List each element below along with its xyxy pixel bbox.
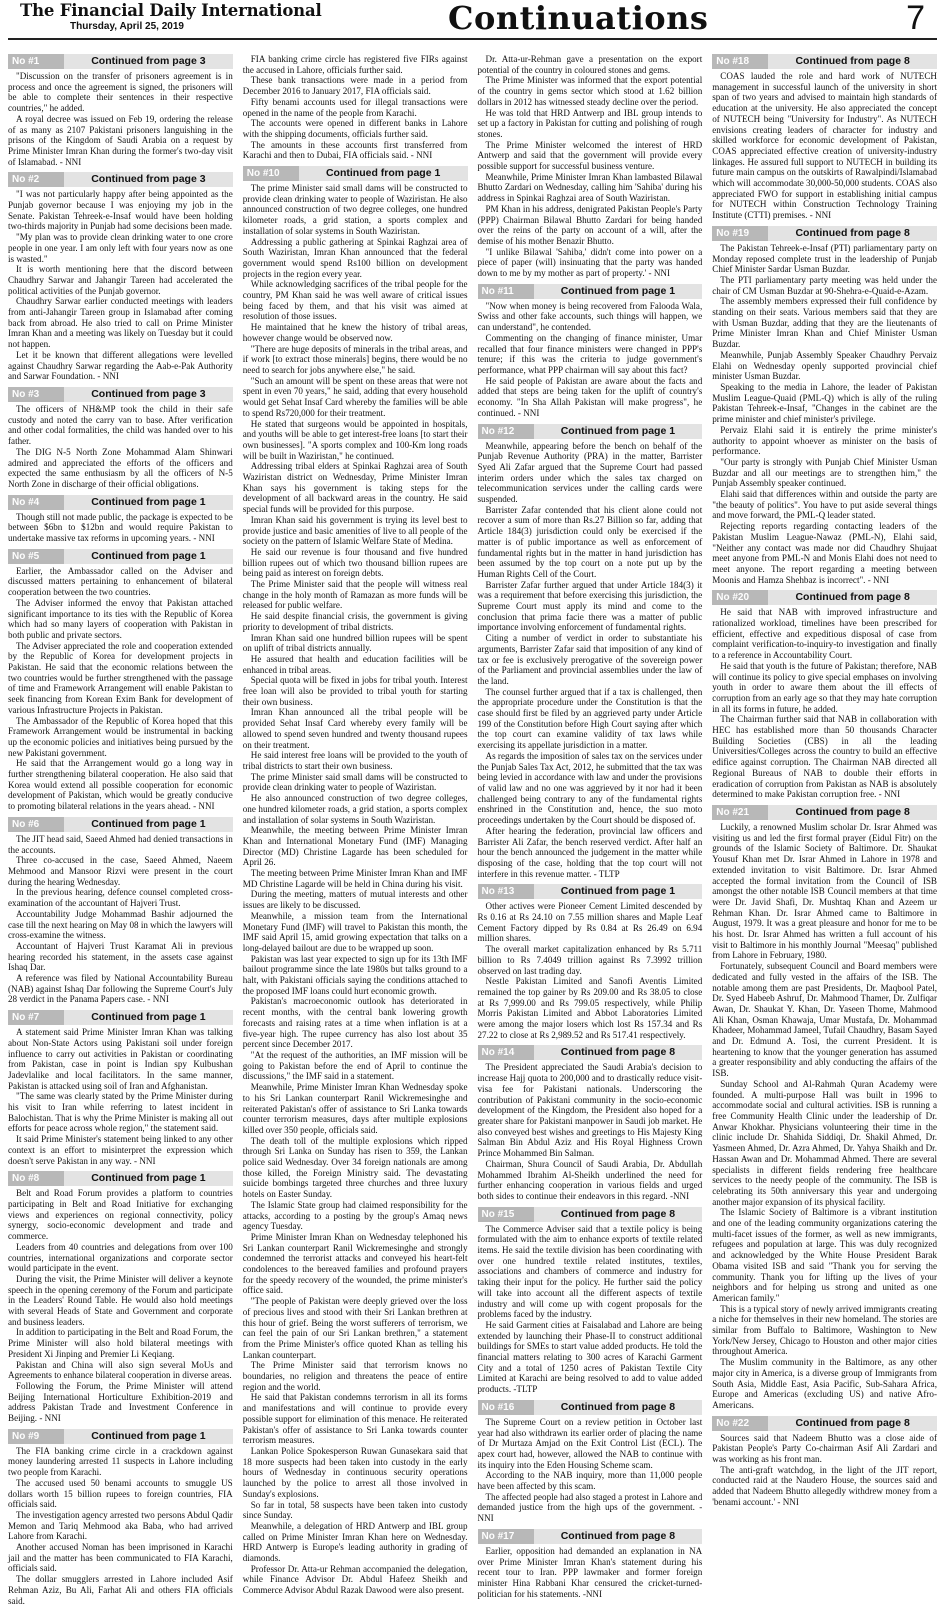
story-paragraph: The JIT head said, Saeed Ahmed had denied transactions in the accounts.: [8, 833, 233, 855]
story-paragraph: The Pakistan Tehreek-e-Insaf (PTI) parliamentary party on Monday reposed complete trust in the leadership of Punjab Chief Minister Sardar Usman Buzdar.: [712, 242, 937, 275]
continued-from-label: Continued from page 1: [64, 817, 233, 832]
story-paragraph: Imran Khan announced all the tribal people will be provided Sehat Insaf Card whereby every family will be allowed to spend seven hundred and twenty thousand rupees on their treatment.: [242, 707, 468, 750]
story-paragraph: "Our party is strongly with Punjab Chief Minister Usman Buzdar and all our meetings are to strengthen him," the Punjab Assembly speaker continued.: [712, 456, 937, 489]
column-4: [712, 54, 937, 1573]
story-header: [8, 495, 233, 510]
continued-from-label: Continued from page 3: [64, 172, 233, 187]
story-number-tag: No #21: [712, 805, 768, 820]
story-paragraph: It said Prime Minister's statement being linked to any other context is an effort to misinterpret the expression which doesn't serve Pakistan in any way. - NNI: [8, 1134, 233, 1166]
story: [8, 387, 233, 490]
story-number-tag: No #15: [478, 1207, 534, 1222]
story-header: [712, 1416, 937, 1431]
story-paragraph: He said our revenue is four thousand and five hundred billion rupees out of which two thousand billion rupees are being paid as interest on foreign debts.: [242, 546, 468, 579]
story-paragraph: He said interest free loans will be provided to the youth of tribal districts to start their own business.: [242, 750, 468, 771]
story-paragraph: Pervaiz Elahi said it is entirely the prime minister's authority to appoint whoever as minister on the basis of performance.: [712, 424, 937, 457]
story-header: [8, 817, 233, 832]
story-paragraph: According to the NAB inquiry, more than 11,000 people have been affected by this scam.: [477, 1470, 703, 1492]
continued-from-label: Continued from page 1: [534, 884, 703, 899]
story-paragraph: He was told that HRD Antwerp and IBL group intends to set up a factory in Pakistan for cutting and polishing of rough stones.: [477, 107, 703, 139]
continued-from-label: Continued from page 8: [768, 54, 937, 69]
continued-from-label: Continued from page 8: [768, 226, 937, 241]
story-paragraph: The prime Minister said small dams will be constructed to provide clean drinking water to people of Waziristan.: [242, 771, 468, 793]
story-number-tag: No #17: [478, 1529, 534, 1544]
story-paragraph: This is a typical story of newly arrived immigrants creating a niche for themselves in their new homeland. The stories are similar from Buffalo to Baltimore, Washington to New York/New Jersey, Chicago to Houston and other major cities throughout America.: [712, 1303, 937, 1357]
story-header: [478, 424, 703, 439]
story-header: [478, 884, 703, 899]
story-header: [712, 54, 937, 69]
story-paragraph: Citing a number of verdict in order to substantiate his arguments, Barrister Zafar said that imposition of any kind of tax or fee is exclusively prerogative of the sovereign power of the Parliament and provincial assemblies under the law of the land.: [477, 633, 703, 686]
story-paragraph: Earlier, the Ambassador called on the Adviser and discussed matters pertaining to enhancement of bilateral cooperation between the two countries.: [8, 565, 233, 598]
story-number-tag: No #4: [8, 495, 64, 510]
story-number-tag: No #7: [8, 1010, 64, 1025]
story-paragraph: He said that the Arrangement would go a long way in further strengthening bilateral cooperation. He also said that Korea would extend all possible cooperation for economic development of Pakistan, which would be greatly conducive to promoting bilateral relations in the years ahead. - NNI: [8, 758, 233, 812]
story-paragraph: Accountant of Hajveri Trust Karamat Ali in previous hearing recorded his statement, in the assets case against Ishaq Dar.: [8, 940, 233, 973]
story: [712, 226, 937, 586]
story-header: [8, 172, 233, 187]
story-paragraph: Meanwhile, a mission team from the International Monetary Fund (IMF) will travel to Pakistan this month, the IMF said April 15, amid growing expectation that talks on a long-delayed bailout are due to be wrapped up soon.: [242, 910, 468, 953]
story-number-tag: No #8: [8, 1171, 64, 1186]
column-3: [477, 54, 703, 1599]
story-paragraph: Meanwhile, appearing before the bench on behalf of the Punjab Revenue Authority (PRA) in the matter, Barrister Syed Ali Zafar argued that the Supreme Court had passed interim orders under which the sales tax charged on telecommunication services under the calling cards were suspended.: [477, 440, 703, 505]
story-paragraph: Let it be known that different allegations were levelled against Chaudhry Sarwar regarding the Aab-e-Pak Authority and Sarwar Foundation. - NNI: [8, 349, 233, 382]
story-paragraph: In the previous hearing, defence counsel completed cross-examination of the accountant of Hajveri Trust.: [8, 887, 233, 909]
story: [478, 884, 703, 1040]
story-paragraph: He maintained that he knew the history of tribal areas, however change would be observed now.: [242, 322, 468, 343]
story-paragraph: The affected people had also staged a protest in Lahore and demanded justice from the high ups of the government. - NNI: [477, 1491, 703, 1524]
section-title: Continuations: [448, 0, 709, 37]
story-paragraph: Meanwhile, the meeting between Prime Minister Imran Khan and International Monetary Fund (IMF) Managing Director (MD) Christine Lagarde has been scheduled for April 26.: [242, 825, 468, 868]
story-paragraph: The accused used 50 benami accounts to smuggle US dollars worth 15 billion rupees to foreign countries, FIA officials said.: [8, 1477, 233, 1510]
story-paragraph: Another accused Noman has been imprisoned in Karachi jail and the matter has been communicated to FIA Karachi, officials said.: [8, 1542, 233, 1574]
story: [243, 166, 468, 1596]
story: [712, 805, 937, 1411]
continued-from-label: Continued from page 1: [64, 1010, 233, 1025]
story-paragraph: The counsel further argued that if a tax is challenged, then the appropriate procedure under the Constitution is that the case should first be filed by an aggrieved party under Article 199 of the Constitution before High Court saying after which the top court can examine validity of tax laws while exercising its appellate jurisdiction in a matter.: [477, 686, 703, 751]
story-header: [712, 590, 937, 605]
story-number-tag: No #22: [712, 1416, 768, 1431]
story-paragraph: Elahi said that differences within and outside the party are "the beauty of politics". You have to put aside several things and move forward, the PML-Q leader stated.: [712, 489, 937, 521]
story-paragraph: A statement said Prime Minister Imran Khan was talking about Non-State Actors using Pakistani soil under foreign influence to carry out activities in Pakistan or coordinating from Pakistan, case in point is Indian spy Kulbushan Jadevlalike and local facilitators. In the same manner, Pakistan is attacked using soil of Iran and Afghanistan.: [8, 1027, 233, 1091]
story-paragraph: A reference was filed by National Accountability Bureau (NAB) against Ishaq Dar following the Supreme Court's July 28 verdict in the Panama Papers case. - NNI: [8, 973, 233, 1005]
continued-from-label: Continued from page 1: [64, 495, 233, 510]
story-paragraph: Earlier, opposition had demanded an explanation in NA over Prime Minister Imran Khan's statement during his recent tour to Iran. PPP lawmaker and former foreign minister Hina Rabbani Khar censured the cricket-turned-politician for his statements. -NNI: [477, 1545, 703, 1599]
continued-from-label: Continued from page 1: [64, 1429, 233, 1444]
continued-from-label: Continued from page 8: [534, 1207, 703, 1222]
story-header: [243, 166, 468, 181]
story-paragraph: He also announced construction of two degree colleges, one hundred kilometer roads, a grid station, a sports complex and installation of solar systems in South Waziristan.: [242, 793, 468, 825]
story-paragraph: Sources said that Nadeem Bhutto was a close aide of Pakistan People's Party Co-chairman Asif Ali Zardari and was working as his front man.: [712, 1432, 937, 1465]
continued-from-label: Continued from page 8: [534, 1045, 703, 1060]
story-header: [8, 1010, 233, 1025]
story-number-tag: No #16: [478, 1400, 534, 1415]
story-paragraph: "Discussion on the transfer of prisoners agreement is in process and once the agreement is signed, the prisoners will be able to complete their sentences in their respective countries," he added.: [8, 71, 233, 114]
issue-date: Thursday, April 25, 2019: [70, 21, 184, 32]
story-number-tag: No #18: [712, 54, 768, 69]
story-paragraph: It is worth mentioning here that the discord between Chaudhry Sarwar and Jahangir Tareen had accelerated the political activities of the Punjab governor.: [8, 264, 233, 296]
story-paragraph: Meanwhile, Prime Minister Imran Khan Wednesday spoke to his Sri Lankan counterpart Ranil Wickremesinghe and reiterated Pakistan's offer of assistance to Sri Lanka towards counter terrorism measures, days after multiple explosions killed over 350 people, officials said.: [242, 1082, 468, 1135]
story-paragraph: He assured that health and education facilities will be enhanced in tribal areas.: [242, 653, 468, 675]
column-2: [242, 54, 468, 1596]
continued-from-label: Continued from page 8: [768, 805, 937, 820]
story-paragraph: So far in total, 58 suspects have been taken into custody since Sunday.: [242, 1499, 468, 1521]
story: [712, 54, 937, 221]
story-paragraph: The investigation agency arrested two persons Abdul Qadir Memon and Tariq Mehmood aka Baba, who had arrived Lahore from Karachi.: [8, 1509, 233, 1542]
continued-from-label: Continued from page 1: [299, 166, 468, 181]
story-header: [8, 387, 233, 402]
story-number-tag: No #13: [478, 884, 534, 899]
story-paragraph: Speaking to the media in Lahore, the leader of Pakistan Muslim League-Quaid (PML-Q) which is ally of the ruling Pakistan Tehreek-e-Insaf, "Changes in the cabinet are the prime minister and chief minister's privilege.: [712, 381, 937, 425]
continued-from-label: Continued from page 8: [534, 1529, 703, 1544]
page-number: 7: [906, 0, 925, 37]
story: [8, 1429, 233, 1606]
story-paragraph: The Adviser appreciated the role and cooperation extended by the Republic of Korea for development projects in Pakistan. He said that the economic relations between the two countries would be further strengthened with the passage of time and Framework Arrangement will enable Pakistan to seek financing from Korean Exim Bank for development of various Infrastructure Projects in Pakistan.: [8, 640, 233, 715]
story-header: [712, 805, 937, 820]
story-paragraph: Dr. Atta-ur-Rehman gave a presentation on the export potential of the country in coloured stones and gems.: [477, 54, 703, 75]
story-paragraph: "My plan was to provide clean drinking water to one crore people in one year. I am only left with four years now as one is wasted.": [8, 232, 233, 264]
story-paragraph: Rejecting reports regarding contacting leaders of the Pakistan Muslim League-Nawaz (PML-N), Elahi said, "Neither any contact was made nor did Chaudhry Shujaat meet anyone from PML-N and Monis Elahi does not need to meet anyone. The report regarding a meeting between Moonis and Hamza Shehbaz is incorrect". - NNI: [712, 521, 937, 585]
story-paragraph: He said Garment cities at Faisalabad and Lahore are being extended by launching their Phase-II to construct additional buildings for SMEs to start value added products. He told the financial matters relating to 300 acres of Karachi Garment City and a total of 1250 acres of Pakistan Textile City Limited at Karachi are being resolved to add to value added products. -TLTP: [477, 1319, 703, 1395]
story: [478, 1400, 703, 1524]
story-paragraph: The Islamic State group had claimed responsibility for the attacks, according to a posting by the group's Amaq news agency Tuesday.: [242, 1199, 468, 1232]
story-paragraph: "At the request of the authorities, an IMF mission will be going to Pakistan before the end of April to continue the discussions," the IMF said in a statement.: [242, 1049, 468, 1082]
story-paragraph: Chairman, Shura Council of Saudi Arabia, Dr. Abdullah Mohammed Ibrahim Al-Sheikh underlined the need for further enhancing cooperation in various fields and urged both sides to continue their endeavors in this regard. -NNI: [477, 1158, 703, 1201]
story-number-tag: No #9: [8, 1429, 64, 1444]
story-paragraph: Addressing a public gathering at Spinkai Raghzai area of South Waziristan, Imran Khan announced that the federal government would spend Rs100 billion on development projects in the region every year.: [242, 236, 468, 279]
story-paragraph: Imran Khan said one hundred billion rupees will be spent on uplift of tribal districts annually.: [242, 632, 468, 654]
story-paragraph: Professor Dr. Atta-ur Rehman accompanied the delegation, while Finance Advisor Dr. Abdul Hafeez Sheikh and Commerce Advisor Abdul Razak Dawood were also present.: [242, 1563, 468, 1596]
story-paragraph: He said that Pakistan condemns terrorism in all its forms and manifestations and will continue to provide every possible support for elimination of this menace. He reiterated Pakistan's offer of assistance to Sri Lanka towards counter terrorism measures.: [242, 1392, 468, 1446]
continued-from-label: Continued from page 1: [534, 424, 703, 439]
story-paragraph: The prime Minister said small dams will be constructed to provide clean drinking water to people of Waziristan. He also announced construction of two degree colleges, one hundred kilometer roads, a grid station, a sports complex and installation of solar systems in South Waziristan.: [242, 183, 468, 236]
story-paragraph: The anti-graft watchdog, in the light of the JIT report, conducted raid at the Naudero House, the sources said and added that Nadeem Bhutto allegedly withdrew money from a 'benami account.' - NNI: [712, 1464, 937, 1507]
story-paragraph: Meanwhile, Punjab Assembly Speaker Chaudhry Pervaiz Elahi on Wednesday openly supported provincial chief minister Usman Buzdar.: [712, 349, 937, 382]
story-number-tag: No #10: [243, 166, 299, 181]
story-paragraph: Prime Minister Imran Khan on Wednesday telephoned his Sri Lankan counterpart Ranil Wickremesinghe and strongly condemned the terrorist attacks and conveyed his heart-felt condolences to the bereaved families and profound prayers for the speedy recovery of the wounded, the prime minister's office said.: [242, 1231, 468, 1296]
story-number-tag: No #6: [8, 817, 64, 832]
story-header: [478, 284, 703, 299]
story-paragraph: COAS lauded the role and hard work of NUTECH management in successful launch of the university in short span of two years and advised to maintain high standards of education at the university. He also appreciated the concept of NUTECH being "University for Industry". As NUTECH envisions creating leaders of character for industry and skilled workforce for economic development of Pakistan, COAS appreciated effective creation of university-industry linkages. He assured full support to NUTECH in building its future main campus on the outskirts of Rawalpindi/Islamabad which will accommodate 30,000-50,000 students. COAS also appreciated FWO for support in establishing initial campus for NUTECH within Construction Technology Training Institute (CTTI) premises. - NNI: [712, 71, 937, 221]
story: [478, 1045, 703, 1201]
story-paragraph: The Muslim community in the Baltimore, as any other major city in America, is a diverse group of Immigrants from South Asia, Middle East, Asia Pacific, Sub-Sahara Africa, Europe and Americas (excluding US) and native Afro-Americans.: [712, 1357, 937, 1410]
story: [478, 424, 703, 880]
continued-from-label: Continued from page 1: [64, 1171, 233, 1186]
story-paragraph: "I was not particularly happy after being appointed as the Punjab governor because I was enjoying my job in the Senate. Pakistan Tehreek-e-Insaf would have been holding two-thirds majority in Punjab had some decisions been made.: [8, 189, 233, 232]
story-paragraph: Belt and Road Forum provides a platform to countries participating in Belt and Road Initiative for exchanging views and experiences on regional connectivity, policy synergy, socio-economic development and trade and commerce.: [8, 1188, 233, 1242]
story-paragraph: The assembly members expressed their full confidence by standing on their seats. Various members said that they are with Usman Buzdar, adding that they are the lieutenants of Prime Minister Imran Khan and Chief Minister Usman Buzdar.: [712, 296, 937, 350]
continued-from-label: Continued from page 8: [534, 1400, 703, 1415]
story-number-tag: No #5: [8, 549, 64, 564]
story-paragraph: PM Khan in his address, denigrated Pakistan People's Party (PPP) Chairman Bilawal Bhutto Zardari for being handed over the reins of the party on account of a will, after the demise of his mother Benazir Bhutto.: [477, 203, 703, 246]
story-paragraph: "The same was clearly stated by the Prime Minister during his visit to Iran while referring to latest incident in Balochistan. That is why the Prime Minister is making all out efforts for peace across whole region," the statement said.: [8, 1091, 233, 1134]
story-header: [478, 1045, 703, 1060]
story: [8, 54, 233, 167]
story-paragraph: The FIA banking crime circle in a crackdown against money laundering arrested 11 suspects in Lahore including two people from Karachi.: [8, 1445, 233, 1478]
story-paragraph: The Adviser informed the envoy that Pakistan attached significant importance to its ties with the Republic of Korea which had so many layers of cooperation with Pakistan in both public and private sectors.: [8, 597, 233, 640]
continued-from-label: Continued from page 8: [768, 1416, 937, 1431]
story-paragraph: "Now when money is being recovered from Falooda Wala, Swiss and other fake accounts, such things will happen, we can understand", he contended.: [477, 300, 703, 333]
story-header: [8, 1171, 233, 1186]
story-paragraph: The officers of NH&MP took the child in their safe custody and noted the carry van to base. After verification and other codal formalities, the child was handed over to his father.: [8, 403, 233, 447]
story-paragraph: A royal decree was issued on Feb 19, ordering the release of as many as 2107 Pakistani prisoners languishing in the prisons of the Kingdom of Saudi Arabia on a request by Prime Minister Imran Khan during the former's two-day visit of Islamabad. - NNI: [8, 113, 233, 167]
story-paragraph: He stated that surgeons would be appointed in hospitals, and youths will be able to get interest-free loans [to start their own businesses]. "A sports complex and 100-Km long roads will be built in Waziristan," he continued.: [242, 418, 468, 461]
story-paragraph: "I unlike Bilawal 'Sahiba,' didn't come into power on a piece of paper (will) insinuating that the party was handed down to me by my mother as part of property.' - NNI: [477, 246, 703, 279]
story-paragraph: The dollar smugglers arrested in Lahore included Asif Rehman Aziz, Bu Ali, Farhat Ali and others FIA officials said.: [8, 1574, 233, 1606]
story-paragraph: The Commerce Adviser said that a textile policy is being formulated with the aim to enhance exports of textile related items. He said the textile division has been coordinating with over one hundred textile related institutes, textiles, associations and chambers of commerce and industry for taking their input for the policy. He further said the policy will take into account all the different aspects of textile industry and will come up with cogent proposals for the problems faced by the industry.: [477, 1223, 703, 1320]
story-number-tag: No #3: [8, 387, 64, 402]
story-number-tag: No #12: [478, 424, 534, 439]
story-paragraph: The Islamic Society of Baltimore is a vibrant institution and one of the leading community organizations catering the multi-facet issues of the former, as well as new immigrants, refugees and population at large. This was duly recognized and acknowledged by the White House President Barak Obama visited ISB and said "Thank you for serving the community. Thank you for lifting up the lives of your neighbors and for helping us strong and united as one American family.": [712, 1207, 937, 1303]
story-paragraph: "Such an amount will be spent on these areas that were not spent in even 70 years," he said, adding that every household would get Sehat Insaf Card whereby the families will be able to spend Rs720,000 for their treatment.: [242, 375, 468, 418]
story-paragraph: Barrister Zafar contended that his client alone could not recover a sum of more than Rs.27 Billion so far, adding that Article 184(3) jurisdiction could only be exercised if the matter is of public importance as well as enforcement of fundamental rights but in the matter in hand jurisdiction has been assumed by the top court on a note put up by the Human Rights Cell of the Court.: [477, 504, 703, 579]
continued-from-label: Continued from page 1: [64, 549, 233, 564]
columns-container: [8, 54, 937, 1606]
story-paragraph: The Prime Minister said that the people will witness real change in the holy month of Ramazan as more funds will be released for public welfare.: [242, 579, 468, 611]
story-paragraph: FIA banking crime circle has registered five FIRs against the accused in Lahore, officials further said.: [242, 54, 468, 75]
story-paragraph: He said despite financial crisis, the government is giving priority to development of tribal districts.: [242, 611, 468, 632]
story-paragraph: Chaudhry Sarwar earlier conducted meetings with leaders from anti-Jahangir Tareen group in Islamabad after coming back from abroad. He also tried to call on Prime Minister Imran Khan and a meeting was likely on Tuesday but it could not happen.: [8, 296, 233, 350]
story-paragraph: The PTI parliamentary party meeting was held under the chair of CM Usman Buzdar at 90-Shehra-e-Quaid-e-Azam.: [712, 274, 937, 296]
story-paragraph: During the visit, the Prime Minister will deliver a keynote speech in the opening ceremony of the Forum and participate in the Leaders' Round Table. He would also hold meetings with several Heads of State and Government and corporate and business leaders.: [8, 1273, 233, 1327]
continued-from-label: Continued from page 1: [534, 284, 703, 299]
story: [8, 1171, 233, 1423]
story-paragraph: The amounts in these accounts first transferred from Karachi and then to Dubai, FIA officials said. - NNI: [242, 139, 468, 161]
story: [8, 549, 233, 812]
story: [8, 1010, 233, 1166]
story-paragraph: Pakistan was last year expected to sign up for its 13th IMF bailout programme since the late 1980s but talks ground to a halt, with Pakistani officials saying the conditions attached to the proposed IMF loans could hurt economic growth.: [242, 953, 468, 996]
story-header: [8, 549, 233, 564]
continued-from-label: Continued from page 8: [768, 590, 937, 605]
story-number-tag: No #1: [8, 54, 64, 69]
story-paragraph: The Prime Minister was informed that the export potential of the country in gems sector which stood at 1.62 billion dollars in 2012 has witnessed steady decline over the period.: [477, 75, 703, 107]
story-paragraph: "There are huge deposits of minerals in the tribal areas, and if work [to extract those minerals] begins, there would be no need to search for jobs anywhere else," he said.: [242, 343, 468, 375]
story-paragraph: Imran Khan said his government is trying its level best to provide justice and basic amenities of live to all people of the society on the pattern of Islamic Welfare State of Medina.: [242, 514, 468, 547]
story-paragraph: Lankan Police Spokesperson Ruwan Gunasekara said that 18 more suspects had been taken into custody in the early hours of Wednesday in continuous security operations launched by the police to arrest all those involved in Sunday's explosions.: [242, 1446, 468, 1499]
story-paragraph: Fifty benami accounts used for illegal transactions were opened in the name of the people from Karachi.: [242, 96, 468, 118]
story-number-tag: No #2: [8, 172, 64, 187]
story-paragraph: He said people of Pakistan are aware about the facts and added that steps are being taken for the uplift of country's economy. "In Sha Allah Pakistan will make progress", he continued. - NNI: [477, 375, 703, 418]
story-paragraph: Commenting on the changing of finance minister, Umar recalled that four finance ministers were changed in PPP's tenure; if this was the criteria to judge government's performance, what PPP chairman will say about this fact?: [477, 332, 703, 375]
story-paragraph: The Ambassador of the Republic of Korea hoped that this Framework Arrangement would be instrumental in backing up the economic policies and initiatives being pursued by the new Pakistani government.: [8, 715, 233, 758]
story-paragraph: "The people of Pakistan were deeply grieved over the loss of precious lives and stood with their Sri Lankan brethren at this hour of grief. Being the worst sufferers of terrorism, we can feel the pain of our Sri Lankan brethren," a statement from the Prime Minister's office quoted Khan as telling his Lankan counterpart.: [242, 1296, 468, 1360]
story-header: [478, 1400, 703, 1415]
story-paragraph: Nestle Pakistan Limited and Sanofi Aventis Limited remained the top gainer by Rs 209.00 and Rs 38.05 to close at Rs 7,999.00 and Rs 799.05 respectively, while Philip Morris Pakistan Limited and Abbot Laboratories Limited were among the major losers which lost Rs 157.34 and Rs 27.22 to close at Rs 2,989.52 and Rs 517.41 respectively.: [477, 976, 703, 1040]
story: [478, 1207, 703, 1395]
story: [478, 284, 703, 419]
story-header: [8, 1429, 233, 1444]
story-paragraph: Pakistan's macroeconomic outlook has deteriorated in recent months, with the central bank lowering growth forecasts and raising rates at a time when inflation is at a five-year high. The rupee currency has also lost about 35 percent since December 2017.: [242, 996, 468, 1050]
story-number-tag: No #19: [712, 226, 768, 241]
paper-name: The Financial Daily International: [20, 1, 322, 20]
story-paragraph: Three co-accused in the case, Saeed Ahmed, Naeem Mehmood and Mansoor Rizvi were present in the court during the hearing Wednesday.: [8, 855, 233, 887]
story-paragraph: The overall market capitalization enhanced by Rs 5.711 billion to Rs 7.4049 trillion against Rs 7.3992 trillion observed on last trading day.: [477, 944, 703, 976]
masthead: [8, 0, 937, 40]
story-paragraph: Meanwhile, Prime Minister Imran Khan lambasted Bilawal Bhutto Zardari on Wednesday, calling him 'Sahiba' during his address in Spinkai Raghzai area of South Waziristan.: [477, 171, 703, 204]
column-1: [8, 54, 233, 1606]
story-header: [8, 54, 233, 69]
story-paragraph: Fortunately, subsequent Council and Board members were dedicated and fully vested in the affairs of the ISB. The notable among them are past Presidents, Dr. Maqbool Patel, Dr. Syed Habeeb Ashruf, Dr. Mahmood Thamer, Dr. Zulfiqar Awan, Dr. Shaukat Y. Khan, Dr. Yaseen Thome, Mahmood Ali Khan, Osman Khawaja, Umar Mustafa, Dr. Mohammad Khadeer, Mohammad Jameel, Tufail Chaudhry, Basam Sayed and Dr. Edmund A. Tosi, the current President. It is heartening to know that the younger generation has assumed a greater responsibility and ably conducting the affairs of the ISB.: [712, 961, 937, 1079]
story-paragraph: The President appreciated the Saudi Arabia's decision to increase Hajj quota to 200,000 and to drastically reduce visit-visa fee for Pakistani nationals. Underscoring the contribution of Pakistani community in the socio-economic development of the Kingdom, the President also hoped for a greater share for Pakistani manpower in Saudi job market. He also conveyed best wishes and greetings to His Majesty King Salman Bin Abdul Aziz and His Royal Highness Crown Prince Mohammed Bin Salman.: [477, 1062, 703, 1159]
story-paragraph: These bank transactions were made in a period from December 2016 to January 2017, FIA officials said.: [242, 75, 468, 97]
story-paragraph: Sunday School and Al-Rahmah Quran Academy were founded. A multi-purpose Hall was built in 1996 to accommodate social and cultural activities. ISB is running a free Community Health Clinic under the leadership of Dr. Anwar Khokhar. Physicians volunteering their time in the clinic include Dr. Shahida Siddiqi, Dr. Shakil Ahmed, Dr. Yasmeen Ahmed, Dr. Azra Ahmed, Dr. Yahya Shaikh and Dr. Hassan Awan and Dr. Mohammad Ahmed. There are several specialists in different fields rendering free healthcare services to the needy people of the community. The ISB is celebrating its 50th anniversary this year and undergoing another major expansion of its physical facility.: [712, 1078, 937, 1207]
story: [712, 590, 937, 800]
story-paragraph: The Prime Minister said that terrorism knows no boundaries, no religion and threatens the peace of entire region and the world.: [242, 1360, 468, 1392]
story-paragraph: The DIG N-5 North Zone Mohammad Alam Shinwari admired and appreciated the efforts of the officers and expected the same enthusiasm by all the officers of N-5 North Zone in discharge of their official obligations.: [8, 446, 233, 489]
story-header: [478, 1207, 703, 1222]
story: [243, 54, 468, 161]
story-paragraph: He said that youth is the future of Pakistan; therefore, NAB will continue its policy to give special emphases on involving youth in order to aware them about the ill effects of corruption from an early age so that they may hate corruption in all its forms in future, he added.: [712, 660, 937, 714]
story-paragraph: The Chairman further said that NAB in collaboration with HEC has established more than 50 thousands Character Building Societies (CBS) in all the leading Universities/Colleges across the country to build an effective edifice against corruption. The Chairman NAB directed all Regional Bureaus of NAB to double their efforts in eradication of corruption from Pakistan as NAB is absolutely determined to make Pakistan corruption free. - NNI: [712, 714, 937, 800]
story-paragraph: After hearing the federation, provincial law officers and Barrister Ali Zafar, the bench reserved verdict. After half an hour the bench announced the judgement in the matter while disposing of the case, holding that the top court will not interfere in this revenue matter. - TLTP: [477, 825, 703, 879]
story-paragraph: Other actives were Pioneer Cement Limited descended by Rs 0.16 at Rs 24.10 on 7.55 million shares and Maple Leaf Cement Factory dipped by Rs 0.84 at Rs 26.49 on 6.94 million shares.: [477, 901, 703, 944]
story-paragraph: The Prime Minister welcomed the interest of HRD Antwerp and said that the government will provide every possible support for successful business venture.: [477, 139, 703, 172]
story-paragraph: Barrister Zafar further argued that under Article 184(3) it was a requirement that before exercising this jurisdiction, the Supreme Court must apply its mind and come to the conclusion that prima facie there was a matter of public importance involving enforcement of fundamental rights.: [477, 579, 703, 633]
story-paragraph: Meanwhile, a delegation of HRD Antwerp and IBL group called on Prime Minister Imran Khan here on Wednesday. HRD Antwerp is Europe's leading authority in grading of diamonds.: [242, 1520, 468, 1564]
continued-from-label: Continued from page 3: [64, 54, 233, 69]
continued-from-label: Continued from page 3: [64, 387, 233, 402]
story-paragraph: The accounts were opened in different banks in Lahore with the shipping documents, officials further said.: [242, 118, 468, 139]
story-number-tag: No #11: [478, 284, 534, 299]
story-paragraph: Though still not made public, the package is expected to be between $6bn to $12bn and would require Pakistan to undertake massive tax reforms in upcoming years. - NNI: [8, 511, 233, 544]
story-header: [712, 226, 937, 241]
story: [8, 495, 233, 544]
story: [712, 1416, 937, 1508]
story-paragraph: Leaders from 40 countries and delegations from over 100 countries, international organizations and corporate sector would participate in the event.: [8, 1241, 233, 1274]
story-paragraph: In addition to participating in the Belt and Road Forum, the Prime Minister will also hold bilateral meetings with President Xi Jinping and Premier Li Keqiang.: [8, 1327, 233, 1359]
story-paragraph: As regards the imposition of sales tax on the services under the Punjab Sales Tax Act, 2012, he submitted that the tax was being levied in accordance with law and under the provisions of valid law and no one was aggrieved by it nor had it been challenged being contrary to any of the fundamental rights enshrined in the Constitution and, hence, the suo moto proceedings undertaken by the Court should be disposed of.: [477, 750, 703, 826]
story: [8, 172, 233, 382]
story-number-tag: No #20: [712, 590, 768, 605]
story-paragraph: Following the Forum, the Prime Minister will attend Beijing International Horticulture Exhibition-2019 and address Pakistan Trade and Investment Conference in Beijing. - NNI: [8, 1380, 233, 1424]
story-paragraph: He said that NAB with improved infrastructure and rationalized workload, timelines have been prescribed for efficient, effective and expeditious disposal of case from complaint verification-to-inquiry-to investigation and finally to a reference in Accountability Court.: [712, 607, 937, 661]
story: [478, 54, 703, 279]
story-paragraph: The death toll of the multiple explosions which ripped through Sri Lanka on Sunday has risen to 359, the Lankan police said Wednesday. Over 34 foreign nationals are among those killed, the Foreign Ministry said. The devastating suicide bombings targeted three churches and three luxury hotels on Easter Sunday.: [242, 1135, 468, 1200]
story-paragraph: Luckily, a renowned Muslim scholar Dr. Israr Ahmed was visiting us and led the first formal prayer (Eidul Fitr) on the grounds of the Islamic Society of Baltimore. Dr. Shaukat Yousuf Khan met Dr. Israr Ahmed in Lahore in 1978 and extended invitation to visit Baltimore. Dr. Israr Ahmed accepted the formal invitation from the Council of ISB amongst the other notable ISB Council members at that time were Dr. Javid Shafi, Dr. Mushtaq Khan and Azeem ur Rehman Khan. Dr. Israr Ahmed came to Baltimore in August, 1979. It was a great pleasure and honor for me to be his host. Dr. Israr Ahmed has written a full account of his visit to Baltimore in his monthly Journal "Meesaq" published from Lahore in February, 1980.: [712, 822, 937, 961]
story: [8, 817, 233, 1005]
story-paragraph: Accountability Judge Mohammad Bashir adjourned the case till the next hearing on May 08 in which the lawyers will cross-examine the witness.: [8, 908, 233, 941]
story-number-tag: No #14: [478, 1045, 534, 1060]
story: [478, 1529, 703, 1600]
story-paragraph: During the meeting, matters of mutual interests and other issues are likely to be discussed.: [242, 889, 468, 911]
story-paragraph: Addressing tribal elders at Spinkai Raghzai area of South Waziristan district on Wednesday, Prime Minister Imran Khan says his government is taking steps for the development of all backward areas in the country. He said special funds will be provided for this purpose.: [242, 461, 468, 515]
story-paragraph: The Supreme Court on a review petition in October last year had also withdrawn its earlier order of placing the name of Dr Murtaza Amjad on the Exit Control List (ECL). The apex court had, however, allowed the NAB to continue with its inquiry into the Eden Housing Scheme scam.: [477, 1416, 703, 1470]
story-paragraph: The meeting between Prime Minister Imran Khan and IMF MD Christine Lagarde will be held in China during his visit.: [242, 868, 468, 889]
story-paragraph: While acknowledging sacrifices of the tribal people for the country, PM Khan said he was well aware of critical issues being faced by them, and that his visit was aimed at resolution of those issues.: [242, 279, 468, 322]
story-paragraph: Pakistan and China will also sign several MoUs and Agreements to enhance bilateral cooperation in diverse areas.: [8, 1359, 233, 1381]
story-header: [478, 1529, 703, 1544]
story-paragraph: Special quota will be fixed in jobs for tribal youth. Interest free loan will also be provided to tribal youth for starting their own business.: [242, 675, 468, 707]
